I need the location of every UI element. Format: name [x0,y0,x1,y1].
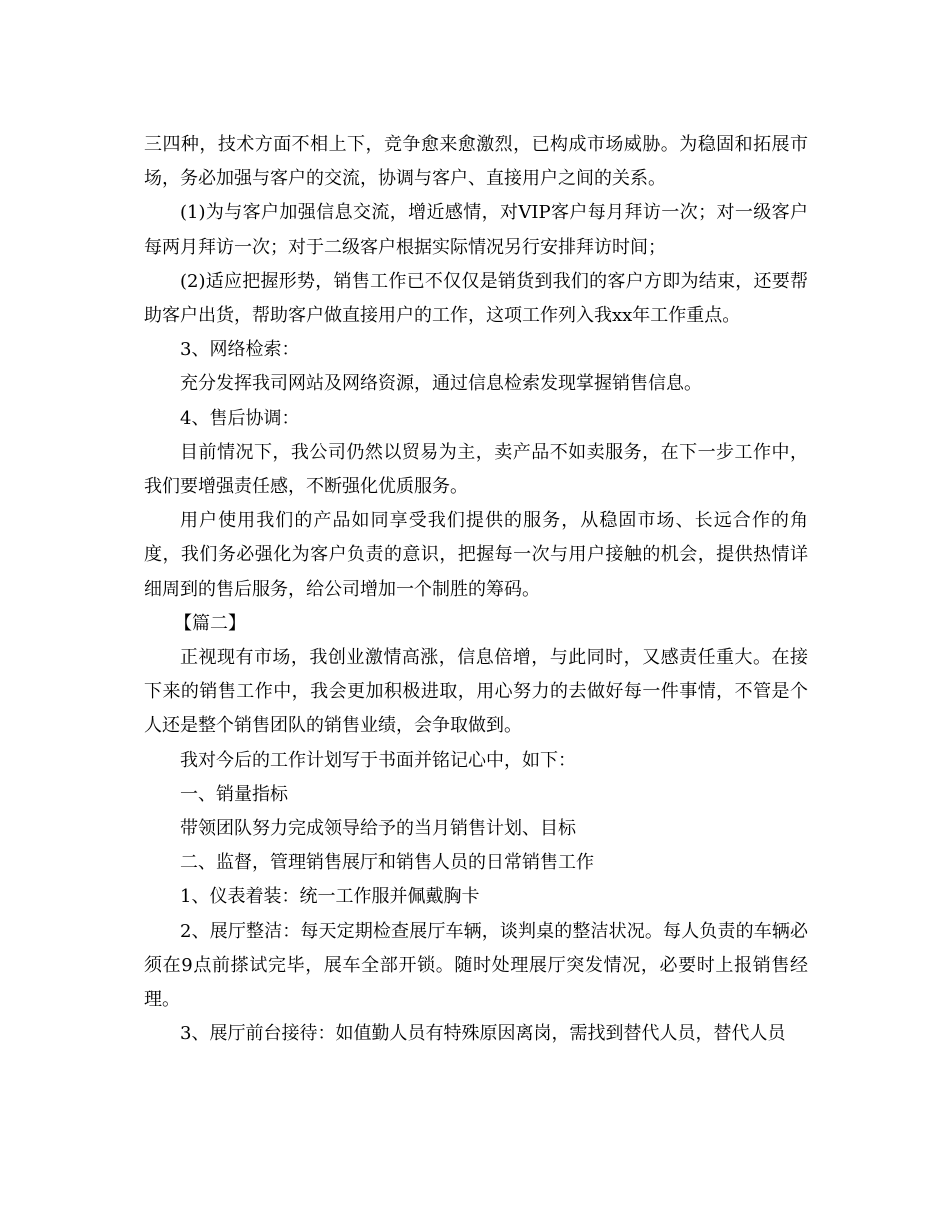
paragraph-front-desk: 3、展厅前台接待：如值勤人员有特殊原因离岗，需找到替代人员，替代人员 [180,1023,786,1045]
paragraph-sales-target: 带领团队努力完成领导给予的当月销售计划、目标 [180,818,576,840]
paragraph-market-competition: 三四种，技术方面不相上下，竞争愈来愈激烈，已构成市场威胁。为稳固和拓展市场，务必加强与客户的交流，协调与客户、直接用户之间的关系。 [144,134,808,190]
paragraph-network-search: 充分发挥我司网站及网络资源，通过信息检索发现掌握销售信息。 [180,373,702,395]
paragraph-supervision-heading: 二、监督，管理销售展厅和销售人员的日常销售工作 [180,852,594,874]
paragraph-network-search-heading: 3、网络检索： [180,339,300,361]
section-heading-part-two: 【篇二】 [174,612,246,634]
paragraph-after-sales-heading: 4、售后协调： [180,407,300,429]
paragraph-work-plan: 我对今后的工作计划写于书面并铭记心中，如下： [180,749,576,771]
paragraph-service-focus: 目前情况下，我公司仍然以贸易为主，卖产品不如卖服务，在下一步工作中，我们要增强责任感，不断强化优质服务。 [144,441,808,498]
paragraph-sales-target-heading: 一、销量指标 [180,783,288,805]
paragraph-showroom-cleanliness: 2、展厅整洁：每天定期检查展厅车辆，谈判桌的整洁状况。每人负责的车辆必须在9点前搽试完毕，展车全部开锁。随时处理展厅突发情况，必要时上报销售经理。 [144,920,808,1011]
paragraph-dress-code: 1、仪表着装：统一工作服并佩戴胸卡 [180,886,480,908]
paragraph-market-outlook: 正视现有市场，我创业激情高涨，信息倍增，与此同时，又感责任重大。在接下来的销售工作中，我会更加积极进取，用心努力的去做好每一件事情，不管是个人还是整个销售团队的销售业绩，会争取做到。 [144,647,808,737]
paragraph-sales-situation: (2)适应把握形势，销售工作已不仅仅是销货到我们的客户方即为结束，还要帮助客户出货，帮助客户做直接用户的工作，这项工作列入我xx年工作重点。 [144,270,808,327]
paragraph-customer-responsibility: 用户使用我们的产品如同享受我们提供的服务，从稳固市场、长远合作的角度，我们务必强化为客户负责的意识，把握每一次与用户接触的机会，提供热情详细周到的售后服务，给公司增加一个制胜的筹码。 [144,510,808,600]
paragraph-customer-visits: (1)为与客户加强信息交流，增近感情，对VIP客户每月拜访一次；对一级客户每两月拜访一次；对于二级客户根据实际情况另行安排拜访时间； [144,202,808,258]
document-body [144,128,808,1051]
